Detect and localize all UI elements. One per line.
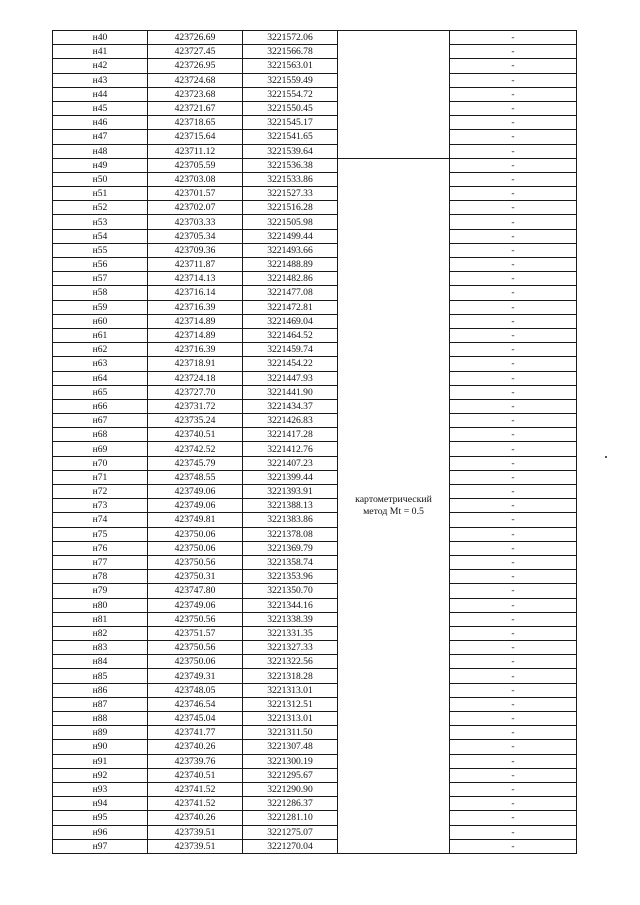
accuracy-cell: - xyxy=(450,797,577,811)
y-coordinate-cell: 3221477.08 xyxy=(243,286,338,300)
table-row xyxy=(53,144,577,158)
accuracy-cell: - xyxy=(450,712,577,726)
y-coordinate-cell: 3221350.70 xyxy=(243,584,338,598)
table-row xyxy=(53,768,577,782)
accuracy-cell: - xyxy=(450,59,577,73)
x-coordinate-cell: 423711.87 xyxy=(148,258,243,272)
y-coordinate-cell: 3221313.01 xyxy=(243,712,338,726)
point-number-cell: н46 xyxy=(53,116,148,130)
x-coordinate-cell: 423741.52 xyxy=(148,782,243,796)
table-row xyxy=(53,101,577,115)
y-coordinate-cell: 3221358.74 xyxy=(243,555,338,569)
accuracy-cell: - xyxy=(450,626,577,640)
y-coordinate-cell: 3221554.72 xyxy=(243,87,338,101)
table-row xyxy=(53,740,577,754)
accuracy-cell: - xyxy=(450,414,577,428)
accuracy-cell: - xyxy=(450,243,577,257)
accuracy-cell: - xyxy=(450,839,577,853)
scan-speck xyxy=(605,456,607,458)
y-coordinate-cell: 3221270.04 xyxy=(243,839,338,853)
y-coordinate-cell: 3221464.52 xyxy=(243,328,338,342)
accuracy-cell: - xyxy=(450,442,577,456)
y-coordinate-cell: 3221527.33 xyxy=(243,187,338,201)
point-number-cell: н51 xyxy=(53,187,148,201)
x-coordinate-cell: 423709.36 xyxy=(148,243,243,257)
accuracy-cell: - xyxy=(450,470,577,484)
x-coordinate-cell: 423721.67 xyxy=(148,101,243,115)
y-coordinate-cell: 3221393.91 xyxy=(243,485,338,499)
table-row xyxy=(53,541,577,555)
point-number-cell: н58 xyxy=(53,286,148,300)
accuracy-cell: - xyxy=(450,144,577,158)
table-row xyxy=(53,314,577,328)
y-coordinate-cell: 3221493.66 xyxy=(243,243,338,257)
y-coordinate-cell: 3221295.67 xyxy=(243,768,338,782)
point-number-cell: н89 xyxy=(53,726,148,740)
method-cell: картометрический метод Mt = 0.5 xyxy=(338,158,450,853)
table-row xyxy=(53,357,577,371)
point-number-cell: н91 xyxy=(53,754,148,768)
y-coordinate-cell: 3221307.48 xyxy=(243,740,338,754)
table-row xyxy=(53,641,577,655)
y-coordinate-cell: 3221313.01 xyxy=(243,683,338,697)
accuracy-cell: - xyxy=(450,555,577,569)
point-number-cell: н88 xyxy=(53,712,148,726)
table-row xyxy=(53,428,577,442)
x-coordinate-cell: 423739.51 xyxy=(148,839,243,853)
accuracy-cell: - xyxy=(450,428,577,442)
point-number-cell: н62 xyxy=(53,343,148,357)
point-number-cell: н56 xyxy=(53,258,148,272)
x-coordinate-cell: 423741.77 xyxy=(148,726,243,740)
table-row xyxy=(53,87,577,101)
x-coordinate-cell: 423727.70 xyxy=(148,385,243,399)
table-row xyxy=(53,399,577,413)
accuracy-cell: - xyxy=(450,172,577,186)
table-row xyxy=(53,258,577,272)
accuracy-cell: - xyxy=(450,314,577,328)
y-coordinate-cell: 3221533.86 xyxy=(243,172,338,186)
x-coordinate-cell: 423714.89 xyxy=(148,328,243,342)
table-row xyxy=(53,59,577,73)
x-coordinate-cell: 423702.07 xyxy=(148,201,243,215)
table-row xyxy=(53,243,577,257)
accuracy-cell: - xyxy=(450,272,577,286)
accuracy-cell: - xyxy=(450,584,577,598)
point-number-cell: н50 xyxy=(53,172,148,186)
table-row xyxy=(53,73,577,87)
y-coordinate-cell: 3221434.37 xyxy=(243,399,338,413)
x-coordinate-cell: 423746.54 xyxy=(148,697,243,711)
point-number-cell: н59 xyxy=(53,300,148,314)
accuracy-cell: - xyxy=(450,726,577,740)
accuracy-cell: - xyxy=(450,45,577,59)
y-coordinate-cell: 3221378.08 xyxy=(243,527,338,541)
point-number-cell: н84 xyxy=(53,655,148,669)
x-coordinate-cell: 423724.18 xyxy=(148,371,243,385)
y-coordinate-cell: 3221482.86 xyxy=(243,272,338,286)
y-coordinate-cell: 3221311.50 xyxy=(243,726,338,740)
y-coordinate-cell: 3221388.13 xyxy=(243,499,338,513)
accuracy-cell: - xyxy=(450,570,577,584)
x-coordinate-cell: 423748.55 xyxy=(148,470,243,484)
accuracy-cell: - xyxy=(450,683,577,697)
accuracy-cell: - xyxy=(450,328,577,342)
y-coordinate-cell: 3221472.81 xyxy=(243,300,338,314)
table-row xyxy=(53,201,577,215)
point-number-cell: н67 xyxy=(53,414,148,428)
accuracy-cell: - xyxy=(450,385,577,399)
x-coordinate-cell: 423711.12 xyxy=(148,144,243,158)
x-coordinate-cell: 423726.69 xyxy=(148,31,243,45)
y-coordinate-cell: 3221300.19 xyxy=(243,754,338,768)
y-coordinate-cell: 3221505.98 xyxy=(243,215,338,229)
x-coordinate-cell: 423714.13 xyxy=(148,272,243,286)
table-row xyxy=(53,712,577,726)
x-coordinate-cell: 423740.26 xyxy=(148,740,243,754)
point-number-cell: н52 xyxy=(53,201,148,215)
point-number-cell: н86 xyxy=(53,683,148,697)
x-coordinate-cell: 423749.81 xyxy=(148,513,243,527)
point-number-cell: н77 xyxy=(53,555,148,569)
table-row xyxy=(53,612,577,626)
y-coordinate-cell: 3221369.79 xyxy=(243,541,338,555)
table-row xyxy=(53,513,577,527)
x-coordinate-cell: 423705.59 xyxy=(148,158,243,172)
table-row xyxy=(53,272,577,286)
x-coordinate-cell: 423750.56 xyxy=(148,612,243,626)
accuracy-cell: - xyxy=(450,598,577,612)
x-coordinate-cell: 423750.56 xyxy=(148,555,243,569)
table-row xyxy=(53,456,577,470)
y-coordinate-cell: 3221499.44 xyxy=(243,229,338,243)
table-row xyxy=(53,499,577,513)
x-coordinate-cell: 423742.52 xyxy=(148,442,243,456)
point-number-cell: н96 xyxy=(53,825,148,839)
table-row xyxy=(53,414,577,428)
table-row xyxy=(53,371,577,385)
point-number-cell: н47 xyxy=(53,130,148,144)
x-coordinate-cell: 423718.65 xyxy=(148,116,243,130)
point-number-cell: н41 xyxy=(53,45,148,59)
point-number-cell: н68 xyxy=(53,428,148,442)
accuracy-cell: - xyxy=(450,101,577,115)
y-coordinate-cell: 3221572.06 xyxy=(243,31,338,45)
y-coordinate-cell: 3221412.76 xyxy=(243,442,338,456)
point-number-cell: н57 xyxy=(53,272,148,286)
x-coordinate-cell: 423703.08 xyxy=(148,172,243,186)
x-coordinate-cell: 423705.34 xyxy=(148,229,243,243)
x-coordinate-cell: 423740.26 xyxy=(148,811,243,825)
table-row xyxy=(53,669,577,683)
y-coordinate-cell: 3221545.17 xyxy=(243,116,338,130)
y-coordinate-cell: 3221447.93 xyxy=(243,371,338,385)
x-coordinate-cell: 423750.06 xyxy=(148,527,243,541)
x-coordinate-cell: 423703.33 xyxy=(148,215,243,229)
y-coordinate-cell: 3221399.44 xyxy=(243,470,338,484)
point-number-cell: н65 xyxy=(53,385,148,399)
y-coordinate-cell: 3221383.86 xyxy=(243,513,338,527)
x-coordinate-cell: 423740.51 xyxy=(148,428,243,442)
x-coordinate-cell: 423749.31 xyxy=(148,669,243,683)
point-number-cell: н90 xyxy=(53,740,148,754)
x-coordinate-cell: 423723.68 xyxy=(148,87,243,101)
accuracy-cell: - xyxy=(450,754,577,768)
y-coordinate-cell: 3221541.65 xyxy=(243,130,338,144)
y-coordinate-cell: 3221459.74 xyxy=(243,343,338,357)
table-row xyxy=(53,187,577,201)
table-row xyxy=(53,116,577,130)
accuracy-cell: - xyxy=(450,740,577,754)
point-number-cell: н79 xyxy=(53,584,148,598)
accuracy-cell: - xyxy=(450,187,577,201)
accuracy-cell: - xyxy=(450,499,577,513)
y-coordinate-cell: 3221286.37 xyxy=(243,797,338,811)
x-coordinate-cell: 423745.79 xyxy=(148,456,243,470)
point-number-cell: н80 xyxy=(53,598,148,612)
table-row xyxy=(53,811,577,825)
accuracy-cell: - xyxy=(450,669,577,683)
accuracy-cell: - xyxy=(450,399,577,413)
table-row xyxy=(53,825,577,839)
y-coordinate-cell: 3221469.04 xyxy=(243,314,338,328)
x-coordinate-cell: 423739.76 xyxy=(148,754,243,768)
table-row xyxy=(53,130,577,144)
x-coordinate-cell: 423735.24 xyxy=(148,414,243,428)
x-coordinate-cell: 423750.06 xyxy=(148,655,243,669)
table-row xyxy=(53,45,577,59)
y-coordinate-cell: 3221312.51 xyxy=(243,697,338,711)
table-row xyxy=(53,683,577,697)
point-number-cell: н78 xyxy=(53,570,148,584)
x-coordinate-cell: 423750.06 xyxy=(148,541,243,555)
accuracy-cell: - xyxy=(450,357,577,371)
table-row xyxy=(53,626,577,640)
point-number-cell: н87 xyxy=(53,697,148,711)
accuracy-cell: - xyxy=(450,513,577,527)
point-number-cell: н44 xyxy=(53,87,148,101)
y-coordinate-cell: 3221536.38 xyxy=(243,158,338,172)
point-number-cell: н71 xyxy=(53,470,148,484)
accuracy-cell: - xyxy=(450,215,577,229)
y-coordinate-cell: 3221327.33 xyxy=(243,641,338,655)
point-number-cell: н81 xyxy=(53,612,148,626)
y-coordinate-cell: 3221318.28 xyxy=(243,669,338,683)
table-row xyxy=(53,555,577,569)
accuracy-cell: - xyxy=(450,31,577,45)
point-number-cell: н48 xyxy=(53,144,148,158)
accuracy-cell: - xyxy=(450,612,577,626)
point-number-cell: н70 xyxy=(53,456,148,470)
point-number-cell: н93 xyxy=(53,782,148,796)
accuracy-cell: - xyxy=(450,130,577,144)
y-coordinate-cell: 3221516.28 xyxy=(243,201,338,215)
accuracy-cell: - xyxy=(450,456,577,470)
point-number-cell: н76 xyxy=(53,541,148,555)
x-coordinate-cell: 423726.95 xyxy=(148,59,243,73)
accuracy-cell: - xyxy=(450,541,577,555)
point-number-cell: н74 xyxy=(53,513,148,527)
table-row xyxy=(53,385,577,399)
table-row xyxy=(53,839,577,853)
accuracy-cell: - xyxy=(450,371,577,385)
table-row xyxy=(53,782,577,796)
point-number-cell: н69 xyxy=(53,442,148,456)
y-coordinate-cell: 3221566.78 xyxy=(243,45,338,59)
x-coordinate-cell: 423718.91 xyxy=(148,357,243,371)
table-row xyxy=(53,584,577,598)
x-coordinate-cell: 423716.39 xyxy=(148,300,243,314)
point-number-cell: н72 xyxy=(53,485,148,499)
y-coordinate-cell: 3221426.83 xyxy=(243,414,338,428)
y-coordinate-cell: 3221539.64 xyxy=(243,144,338,158)
y-coordinate-cell: 3221563.01 xyxy=(243,59,338,73)
point-number-cell: н97 xyxy=(53,839,148,853)
y-coordinate-cell: 3221353.96 xyxy=(243,570,338,584)
table-row xyxy=(53,172,577,186)
x-coordinate-cell: 423741.52 xyxy=(148,797,243,811)
x-coordinate-cell: 423715.64 xyxy=(148,130,243,144)
x-coordinate-cell: 423716.14 xyxy=(148,286,243,300)
y-coordinate-cell: 3221322.56 xyxy=(243,655,338,669)
x-coordinate-cell: 423751.57 xyxy=(148,626,243,640)
accuracy-cell: - xyxy=(450,158,577,172)
point-number-cell: н73 xyxy=(53,499,148,513)
table-row xyxy=(53,300,577,314)
point-number-cell: н61 xyxy=(53,328,148,342)
y-coordinate-cell: 3221275.07 xyxy=(243,825,338,839)
point-number-cell: н40 xyxy=(53,31,148,45)
table-row xyxy=(53,697,577,711)
x-coordinate-cell: 423750.56 xyxy=(148,641,243,655)
x-coordinate-cell: 423739.51 xyxy=(148,825,243,839)
accuracy-cell: - xyxy=(450,286,577,300)
point-number-cell: н66 xyxy=(53,399,148,413)
x-coordinate-cell: 423745.04 xyxy=(148,712,243,726)
y-coordinate-cell: 3221331.35 xyxy=(243,626,338,640)
point-number-cell: н82 xyxy=(53,626,148,640)
point-number-cell: н94 xyxy=(53,797,148,811)
x-coordinate-cell: 423749.06 xyxy=(148,499,243,513)
point-number-cell: н43 xyxy=(53,73,148,87)
point-number-cell: н55 xyxy=(53,243,148,257)
coordinates-table-body xyxy=(53,31,577,854)
point-number-cell: н45 xyxy=(53,101,148,115)
point-number-cell: н53 xyxy=(53,215,148,229)
accuracy-cell: - xyxy=(450,811,577,825)
table-row xyxy=(53,726,577,740)
accuracy-cell: - xyxy=(450,527,577,541)
x-coordinate-cell: 423701.57 xyxy=(148,187,243,201)
x-coordinate-cell: 423748.05 xyxy=(148,683,243,697)
document-page xyxy=(52,30,576,854)
accuracy-cell: - xyxy=(450,343,577,357)
x-coordinate-cell: 423714.89 xyxy=(148,314,243,328)
accuracy-cell: - xyxy=(450,782,577,796)
accuracy-cell: - xyxy=(450,87,577,101)
x-coordinate-cell: 423731.72 xyxy=(148,399,243,413)
accuracy-cell: - xyxy=(450,258,577,272)
point-number-cell: н92 xyxy=(53,768,148,782)
x-coordinate-cell: 423750.31 xyxy=(148,570,243,584)
table-row xyxy=(53,328,577,342)
accuracy-cell: - xyxy=(450,697,577,711)
table-row xyxy=(53,797,577,811)
y-coordinate-cell: 3221559.49 xyxy=(243,73,338,87)
accuracy-cell: - xyxy=(450,768,577,782)
accuracy-cell: - xyxy=(450,825,577,839)
y-coordinate-cell: 3221441.90 xyxy=(243,385,338,399)
accuracy-cell: - xyxy=(450,73,577,87)
x-coordinate-cell: 423747.80 xyxy=(148,584,243,598)
y-coordinate-cell: 3221344.16 xyxy=(243,598,338,612)
point-number-cell: н95 xyxy=(53,811,148,825)
table-row xyxy=(53,442,577,456)
y-coordinate-cell: 3221417.28 xyxy=(243,428,338,442)
y-coordinate-cell: 3221454.22 xyxy=(243,357,338,371)
accuracy-cell: - xyxy=(450,485,577,499)
point-number-cell: н54 xyxy=(53,229,148,243)
table-row xyxy=(53,754,577,768)
table-row xyxy=(53,527,577,541)
point-number-cell: н63 xyxy=(53,357,148,371)
table-row xyxy=(53,598,577,612)
x-coordinate-cell: 423716.39 xyxy=(148,343,243,357)
point-number-cell: н83 xyxy=(53,641,148,655)
point-number-cell: н60 xyxy=(53,314,148,328)
x-coordinate-cell: 423740.51 xyxy=(148,768,243,782)
table-row xyxy=(53,229,577,243)
table-row xyxy=(53,570,577,584)
accuracy-cell: - xyxy=(450,655,577,669)
table-row xyxy=(53,286,577,300)
y-coordinate-cell: 3221290.90 xyxy=(243,782,338,796)
x-coordinate-cell: 423749.06 xyxy=(148,485,243,499)
y-coordinate-cell: 3221407.23 xyxy=(243,456,338,470)
table-row xyxy=(53,485,577,499)
y-coordinate-cell: 3221488.89 xyxy=(243,258,338,272)
x-coordinate-cell: 423724.68 xyxy=(148,73,243,87)
y-coordinate-cell: 3221281.10 xyxy=(243,811,338,825)
point-number-cell: н49 xyxy=(53,158,148,172)
accuracy-cell: - xyxy=(450,300,577,314)
y-coordinate-cell: 3221550.45 xyxy=(243,101,338,115)
x-coordinate-cell: 423727.45 xyxy=(148,45,243,59)
accuracy-cell: - xyxy=(450,201,577,215)
y-coordinate-cell: 3221338.39 xyxy=(243,612,338,626)
point-number-cell: н85 xyxy=(53,669,148,683)
coordinates-table xyxy=(52,30,577,854)
table-row xyxy=(53,655,577,669)
table-row xyxy=(53,343,577,357)
table-row xyxy=(53,158,577,172)
point-number-cell: н75 xyxy=(53,527,148,541)
accuracy-cell: - xyxy=(450,229,577,243)
x-coordinate-cell: 423749.06 xyxy=(148,598,243,612)
accuracy-cell: - xyxy=(450,641,577,655)
point-number-cell: н42 xyxy=(53,59,148,73)
point-number-cell: н64 xyxy=(53,371,148,385)
accuracy-cell: - xyxy=(450,116,577,130)
table-row xyxy=(53,470,577,484)
table-row xyxy=(53,215,577,229)
method-cell-upper xyxy=(338,31,450,159)
table-row xyxy=(53,31,577,45)
